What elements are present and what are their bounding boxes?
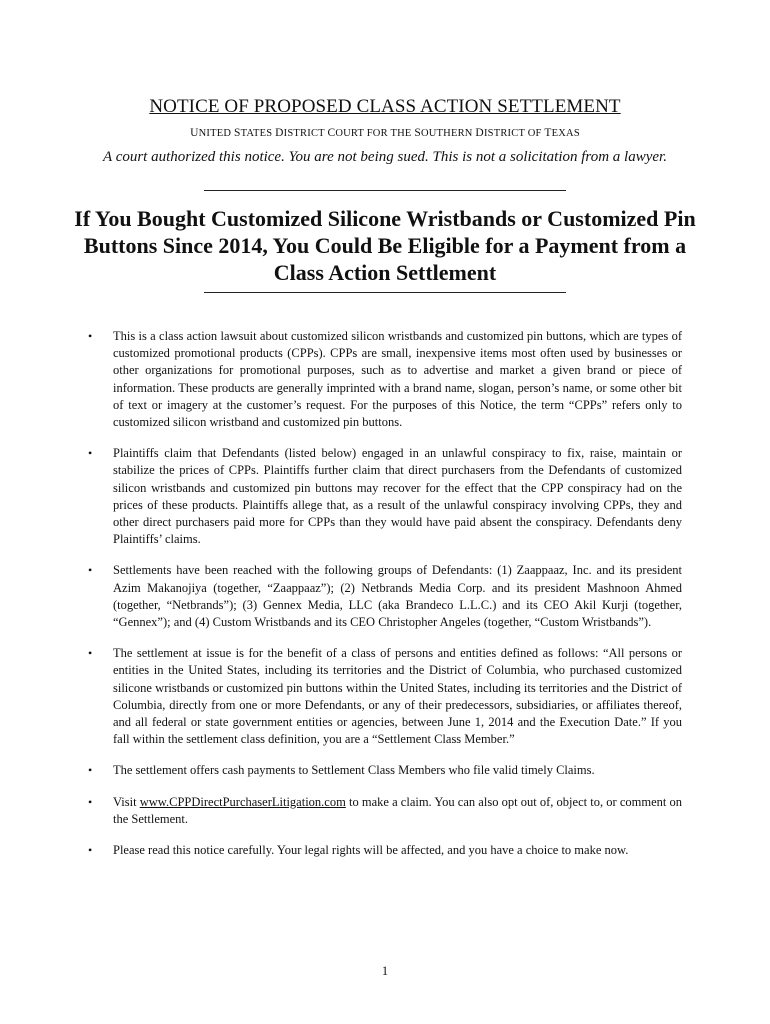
court-name-char: O — [527, 128, 536, 139]
bullet-text: Settlements have been reached with the following groups of Defendants: (1) Zaappaaz, Inc. and its president Azim Makanojiya (together, “Zaappaaz”); (2) Netbrands Media Corp. and its president Mashnoon Ahmed (together, “Netbrands”); (3) Gennex Media, LLC (aka Brandeco L.L.C.) and its CEO Akil Kurji (together, “Gennex”); and (4) Custom Wristbands and its CEO Christopher Angeles (together, “Custom Wristbands”). — [113, 563, 682, 630]
court-name-char: O — [335, 128, 344, 139]
bullet-text: Please read this notice carefully. Your legal rights will be affected, and you have a choice to make now. — [113, 843, 629, 858]
court-name-char: E — [450, 128, 458, 139]
court-name-char: D — [223, 128, 232, 139]
court-name-char: E — [551, 128, 559, 139]
court-name — [0, 127, 770, 139]
court-name-char: H — [443, 128, 451, 139]
court-name-char: R — [500, 128, 508, 139]
headline-divider — [204, 292, 566, 293]
bullet-text: Plaintiffs claim that Defendants (listed below) engaged in an unlawful conspiracy to fix, raise, maintain or stabilize the prices of CPPs. Plaintiffs further claim that direct purchasers from the Defendants of customized silicon wristbands and customized pin buttons may recover for the effect that the CPP conspiracy had on the prices of these products. Plaintiffs allege that, as a result of the unlawful conspiracy involving CPPs, they and other direct purchasers paid more for CPPs than they would have paid absent the conspiracy. Defendants deny Plaintiffs’ claims. — [113, 446, 682, 547]
top-divider — [204, 190, 566, 191]
court-name-char: S — [487, 128, 494, 139]
bullet-icon: • — [88, 563, 93, 578]
court-name-char: T — [518, 128, 525, 139]
court-name-char: T — [357, 128, 364, 139]
court-name-char: T — [240, 128, 247, 139]
court-name-char: E — [259, 128, 267, 139]
court-name-char: T — [293, 128, 301, 139]
visit-suffix: to make a claim. You can also opt out of, object to, or comment on the Settlement. — [113, 794, 682, 826]
settlement-website-link[interactable]: www.CPPDirectPurchaserLitigation.com — [139, 794, 346, 809]
bullet-text: The settlement offers cash payments to Settlement Class Members who file valid timely Claims. — [113, 763, 595, 778]
court-name-char: S — [414, 127, 421, 139]
court-name-char: A — [246, 128, 254, 139]
court-name-char: T — [436, 128, 444, 139]
bullet-item — [88, 328, 682, 431]
court-name-char: D — [275, 127, 284, 139]
court-name-char: T — [390, 128, 398, 139]
court-name-text — [190, 128, 580, 139]
court-name-char: R — [380, 128, 388, 139]
court-name-char: H — [397, 128, 405, 139]
bullet-list — [88, 328, 682, 873]
court-name-char: I — [483, 128, 488, 139]
court-name-char: F — [535, 128, 542, 139]
court-name-char: I — [206, 128, 211, 139]
bullet-icon: • — [88, 843, 93, 858]
bullet-icon: • — [88, 646, 93, 661]
court-name-char: I — [307, 128, 311, 139]
court-name-char: T — [318, 128, 325, 139]
court-name-char: S — [234, 127, 241, 139]
bullet-item — [88, 445, 682, 548]
bullet-icon: • — [88, 446, 93, 461]
court-name-char: D — [475, 127, 484, 139]
court-name-char: C — [327, 127, 336, 139]
notice-title: NOTICE OF PROPOSED CLASS ACTION SETTLEMENT — [149, 96, 621, 117]
court-name-char: F — [366, 128, 373, 139]
court-name-char: E — [404, 128, 412, 139]
headline: If You Bought Customized Silicone Wristbands or Customized Pin Buttons Since 2014, You Could Be Eligible for a Payment from a Class Action Settlement — [74, 206, 696, 285]
court-name-char: R — [350, 128, 358, 139]
court-name-char: O — [372, 128, 381, 139]
court-name-char: C — [511, 128, 519, 139]
bullet-item — [88, 645, 682, 748]
court-name-char: U — [190, 127, 199, 139]
bullet-item — [88, 562, 682, 631]
bullet-text: The settlement at issue is for the benefit of a class of persons and entities defined as follows: “All persons or entities in the United States, including its territories and the District of Columbia, who purchased customized silicone wristbands or customized pin buttons within the United States, including its territories and the District of Columbia, directly from one or more Defendants, or any of their predecessors, subsidiaries, or affiliates thereof, and all federal or state government entities or agencies, between June 1, 2014 and the Execution Date.” If you fall within the settlement class definition, you are a “Settlement Class Member.” — [113, 646, 682, 747]
bullet-text: This is a class action lawsuit about customized silicon wristbands and customized pin buttons, which are types of customized promotional products (CPPs). CPPs are small, inexpensive items most often used by businesses or other organizations for promotional purposes, such as to advertise and market a given brand or piece of information. These products are generally imprinted with a brand name, slogan, person’s name, or some other bit of text or imagery at the customer’s request. For the purposes of this Notice, the term “CPPs” refers only to customized silicon wristband and customized pin buttons. — [113, 329, 682, 430]
court-name-char: R — [300, 128, 308, 139]
court-name-char: S — [266, 128, 273, 139]
court-name-char: T — [253, 128, 260, 139]
court-name-char: N — [464, 128, 473, 139]
court-name-char: T — [210, 128, 217, 139]
visit-prefix: Visit — [113, 794, 140, 809]
bullet-icon: • — [88, 794, 93, 809]
court-name-char: S — [287, 128, 294, 139]
bullet-item — [88, 842, 682, 859]
court-name-char: I — [507, 128, 512, 139]
court-name-char: R — [457, 128, 465, 139]
authorization-statement: A court authorized this notice. You are not being sued. This is not a solicitation from a lawyer. — [103, 149, 667, 165]
court-name-char: U — [428, 128, 437, 139]
court-name-char: C — [310, 128, 319, 139]
court-name-char: E — [216, 128, 224, 139]
bullet-item — [88, 762, 682, 779]
court-name-char: X — [558, 128, 567, 139]
court-name-char: O — [420, 128, 429, 139]
bullet-item-visit — [88, 794, 682, 828]
court-name-char: N — [198, 128, 207, 139]
court-name-char: I — [283, 128, 288, 139]
court-name-char: T — [493, 128, 501, 139]
court-name-char: S — [573, 128, 580, 139]
bullet-icon: • — [88, 763, 93, 778]
court-name-char: A — [566, 128, 574, 139]
bullet-icon: • — [88, 329, 93, 343]
page-number: 1 — [381, 964, 389, 978]
court-name-char: T — [544, 127, 552, 139]
court-name-char: U — [343, 128, 351, 139]
